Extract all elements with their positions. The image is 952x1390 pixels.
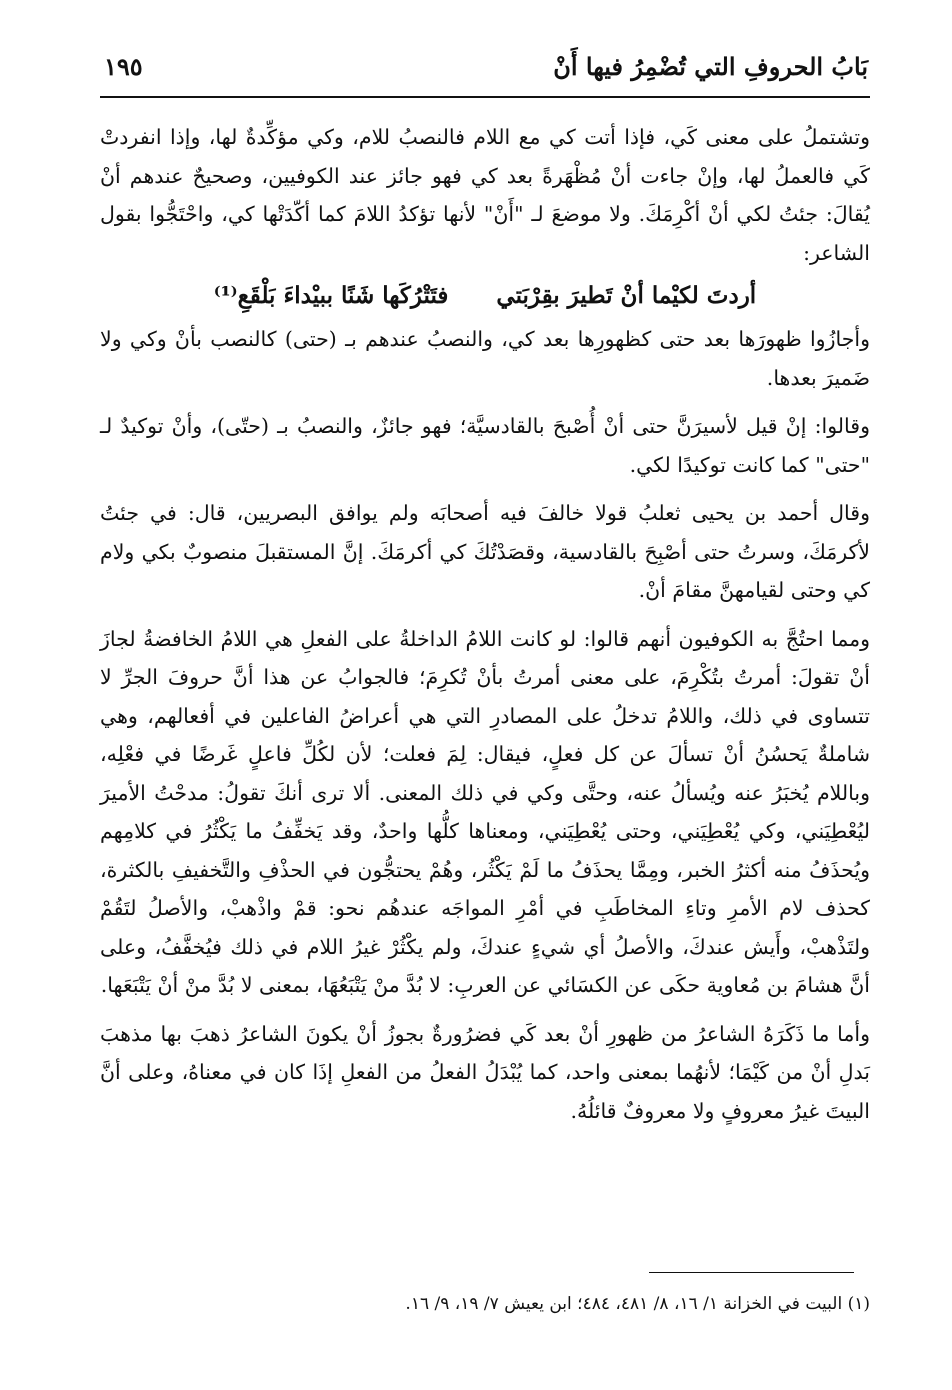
paragraph-4: وقال أحمد بن يحيى ثعلبُ قولا خالفَ فيه أصحابَه ولم يوافق البصريين، قال: في جئتُ لأكرمَكَ، وسرتُ حتى أصْبِحَ بالقادسية، وقصَدْتُكَ كي أكرمَكَ. إنَّ المستقبلَ منصوبٌ بكي ولام كي وحتى لقيامهنَّ مقامَ أنْ. — [100, 501, 870, 602]
footnote: (١) البيت في الخزانة ١/ ١٦، ٨/ ٤٨١، ٤٨٤؛ ابن يعيش ٧/ ١٩، ٩/ ١٦. — [405, 1294, 870, 1314]
paragraph-3: وقالوا: إنْ قيل لأسيرَنَّ حتى أنْ أُصْبحَ بالقادسيَّة؛ فهو جائزٌ، والنصبُ بـ (حتّى)، وأنْ توكيدٌ لـ "حتى" كما كانت توكيدًا لكي. — [100, 414, 870, 477]
poetry-verse — [100, 276, 870, 316]
verse-first-hemistich: أردتَ لكيْما أنْ تَطيرَ بقِرْبَتي — [496, 282, 757, 309]
page-number: ١٩٥ — [104, 52, 143, 81]
chapter-title: بَابُ الحروفِ التي تُضْمِرُ فيها أَنْ — [553, 52, 868, 81]
paragraph-2: وأجازُوا ظهورَها بعد حتى كظهورِها بعد كي، والنصبُ عندهم بـ (حتى) كالنصب بأنْ وكي ولا ضَميرَ بعدها. — [100, 327, 870, 390]
footnote-divider — [649, 1272, 854, 1273]
paragraph-1: وتشتملُ على معنى كَي، فإذا أتت كي مع اللام فالنصبُ للام، وكي مؤكِّدةٌ لها، وإذا انفردتْ كَي فالعملُ لها، وإنْ جاءت أنْ مُظْهَرةً بعد كي فهو جائز عند الكوفيين، وصحيحٌ عندهم أنْ يُقالَ: جئتُ لكي أنْ أكْرِمَكَ. ولا موضعَ لـ "أَنْ" لأنها تؤكدُ اللامَ كما أكّدَتْها كي، واحْتَجُّوا بقول الشاعر: — [100, 125, 870, 265]
header-divider — [100, 96, 870, 98]
page-body — [100, 118, 870, 1130]
page-header — [104, 52, 868, 92]
paragraph-5: ومما احتُجَّ به الكوفيون أنهم قالوا: لو كانت اللامُ الداخلةُ على الفعلِ هي اللامُ الخافضةُ لجازَ أنْ تقولَ: أمرتُ بتُكْرِمَ، على معنى أمرتُ بأنْ تُكرِمَ؛ فالجوابُ عن هذا أنَّ حروفَ الجرِّ لا تتساوى في ذلك، واللامُ تدخلُ على المصادرِ التي هي أعراضُ الفاعلين في أفعالهم، وهي شاملةٌ يَحسُنُ أنْ تسألَ عن كل فعلٍ، فيقال: لِمَ فعلت؛ لأن لكُلِّ فاعلٍ غَرضًا في فعْلِه، وباللام يُخبَرُ عنه ويُسألُ عنه، وحتَّى وكي في ذلك المعنى. ألا ترى أنكَ تقولُ: مدحْتُ الأميرَ ليُعْطِيَني، وكي يُعْطِيَني، وحتى يُعْطِيَني، ومعناها كلُّها واحدٌ، وقد يَخفِّفُ ما يَكْثُرُ في كلامِهم ويُحذَفُ منه أكثرُ الخبر، ومِمَّا يحذَفُ ما لَمْ يَكْثُر، وهُمْ يحتجُّون في الحذْفِ والتَّخفيفِ بالكثرة، كحذف لام الأمرِ وتاءِ المخاطَبِ في أمْرِ المواجَه عندهُم نحو: قمْ واذْهبْ، والأصلُ لتَقُمْ ولتَذْهبْ، وأَيش عندكَ، والأصلُ أي شيءٍ عندكَ، ولم يكْثُرْ غيرُ اللام في ذلك فيُخفَّفُ، وعلى أنَّ هشامَ بن مُعاوية حكَى عن الكسَائي عن العربِ: لا بُدَّ منْ يَتْبَعُهَا، بمعنى لا بُدَّ منْ أنْ يَتْبَعَها. — [100, 626, 870, 997]
paragraph-6: وأما ما ذَكَرَهُ الشاعرُ من ظهورِ أنْ بعد كَي فضرُورةٌ بجوزُ أنْ يكونَ الشاعرُ ذهبَ بها مذهبَ بَدلِ أنْ من كَيْمَا؛ لأنهُما بمعنى واحد، كما يُبْدَلُ الفعلُ من الفعلِ إذَا كان في معناهُ، وعلى أنَّ البيتَ غيرُ معروفٍ ولا معروفٌ قائلُهُ. — [100, 1021, 870, 1123]
verse-second-hemistich: فتَتْرُكَها شَنًا ببيْداءَ بَلْقَعِ⁽¹⁾ — [213, 282, 449, 309]
